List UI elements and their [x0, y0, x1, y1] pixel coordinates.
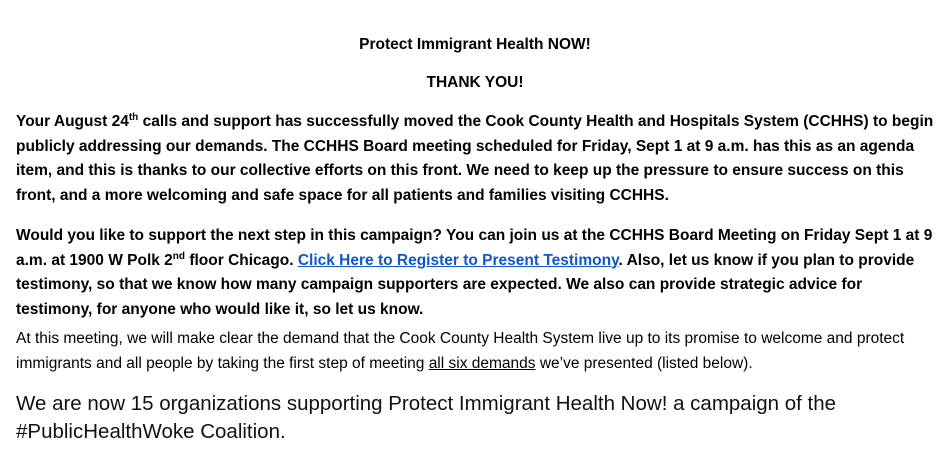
- paragraph-organizations: We are now 15 organizations supporting Protect Immigrant Health Now! a campaign of the #PublicHealthWoke Coalition.: [16, 392, 837, 443]
- paragraph-text: calls and support has successfully moved the Cook County Health and Hospitals System (CCHHS) to begin publicly addressing our demands. The CCHHS Board meeting scheduled for Friday, Sept 1 at 9 a.m. has this as an agenda item, and this is thanks to our collective efforts on this front. We need to keep up the pressure to ensure success on this front, and a more welcoming and safe space for all patients and families visiting CCHHS.: [16, 113, 934, 204]
- underlined-text: all six demands: [428, 354, 536, 372]
- paragraph-text: we’ve presented (listed below).: [535, 354, 753, 372]
- paragraph-text: . Also, let us know if you plan to provide testimony, so that we know how many campaign supporters are expected. We also can provide strategic advice for testimony, for anyone who would like it, so let us know.: [16, 251, 915, 318]
- thank-you-heading: THANK YOU!: [426, 74, 524, 91]
- superscript: th: [128, 111, 139, 123]
- paragraph-next-step: [16, 224, 941, 322]
- superscript: nd: [172, 250, 186, 262]
- paragraph-meeting-demand: [16, 327, 941, 376]
- paragraph-text: Would you like to support the next step in this campaign? You can join us at the CCHHS Board Meeting on Friday Sept 1 at 9 a.m. at 1900 W Polk 2: [16, 227, 933, 269]
- paragraph-text: Your August 24: [16, 113, 129, 130]
- paragraph-text: At this meeting, we will make clear the demand that the Cook County Health System live up to its promise to welcome and protect immigrants and all people by taking the first step of meeting: [16, 330, 905, 372]
- register-testimony-link[interactable]: Click Here to Register to Present Testimony: [297, 251, 619, 269]
- paragraph-text: floor Chicago.: [185, 251, 298, 269]
- paragraph-calls-success: [16, 110, 941, 208]
- document-title: Protect Immigrant Health NOW!: [359, 36, 591, 53]
